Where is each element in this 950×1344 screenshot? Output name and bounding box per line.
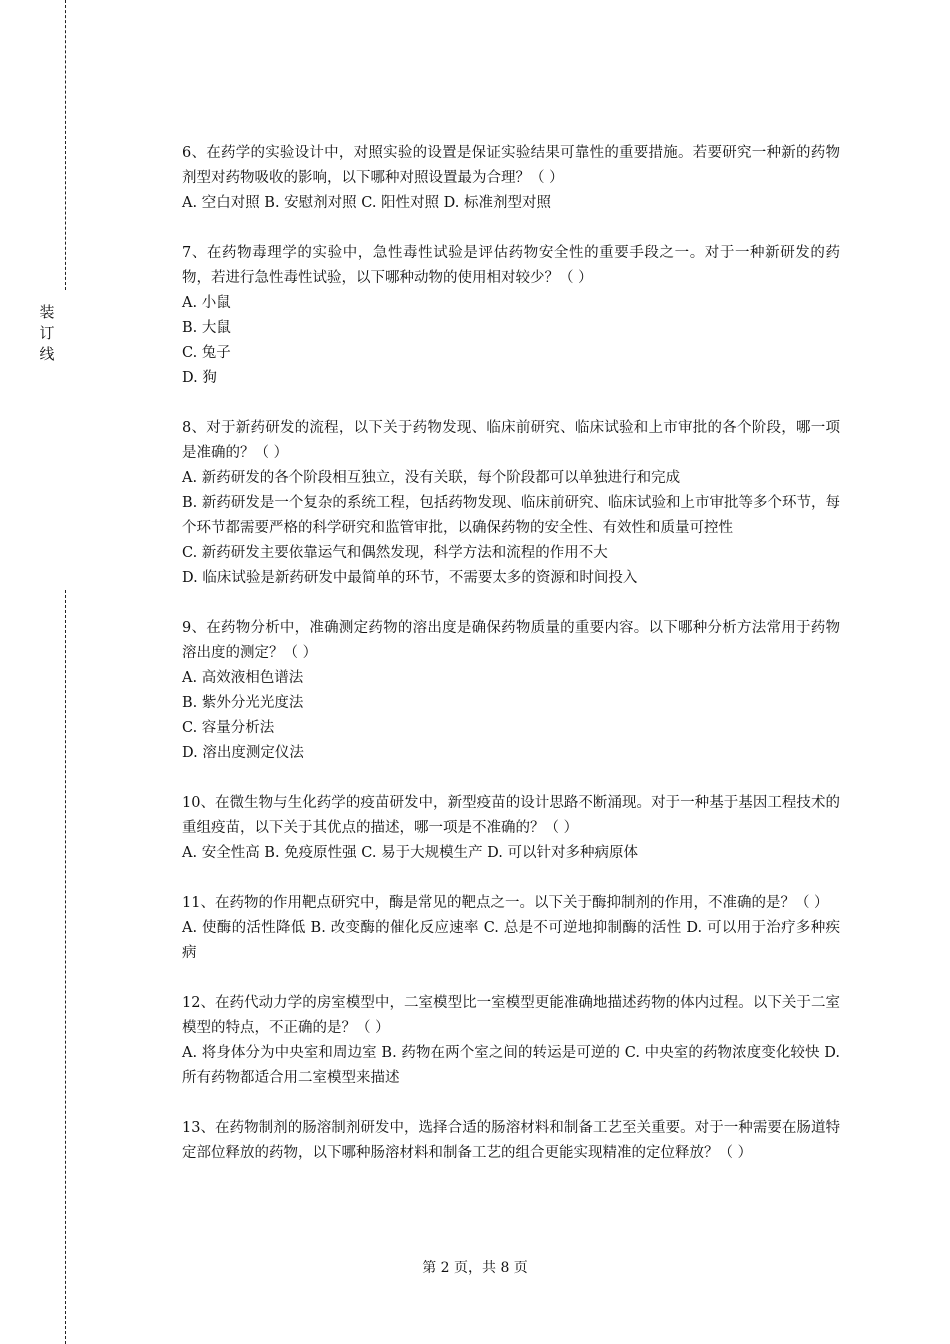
binding-label: 装订线 [39, 303, 55, 363]
question-stem: 6、在药学的实验设计中，对照实验的设置是保证实验结果可靠性的重要措施。若要研究一种新的药物剂型对药物吸收的影响，以下哪种对照设置最为合理？（ ） [182, 145, 840, 186]
option-d: D. 溶出度测定仪法 [182, 745, 304, 761]
question-6 [182, 141, 840, 216]
question-stem: 8、对于新药研发的流程，以下关于药物发现、临床前研究、临床试验和上市审批的各个阶段，哪一项是准确的？（ ） [182, 420, 840, 461]
option-c: C. 容量分析法 [182, 720, 275, 736]
question-13 [182, 1116, 840, 1166]
option-a: A. 高效液相色谱法 [182, 670, 304, 686]
question-10 [182, 791, 840, 866]
option-d: D. 狗 [182, 370, 217, 386]
question-8 [182, 416, 840, 591]
option-b: B. 大鼠 [182, 320, 231, 336]
option-a: A. 小鼠 [182, 295, 231, 311]
question-11 [182, 891, 840, 966]
option-c: C. 新药研发主要依靠运气和偶然发现，科学方法和流程的作用不大 [182, 545, 608, 561]
options-line: A. 安全性高 B. 免疫原性强 C. 易于大规模生产 D. 可以针对多种病原体 [182, 845, 639, 861]
question-stem: 7、在药物毒理学的实验中，急性毒性试验是评估药物安全性的重要手段之一。对于一种新研发的药物，若进行急性毒性试验，以下哪种动物的使用相对较少？（ ） [182, 245, 840, 286]
options-line: A. 使酶的活性降低 B. 改变酶的催化反应速率 C. 总是不可逆地抑制酶的活性 D. 可以用于治疗多种疾病 [182, 920, 840, 961]
question-7 [182, 241, 840, 391]
options-line: A. 空白对照 B. 安慰剂对照 C. 阳性对照 D. 标准剂型对照 [182, 195, 552, 211]
option-c: C. 兔子 [182, 345, 231, 361]
question-list [182, 141, 840, 1191]
option-b: B. 紫外分光光度法 [182, 695, 304, 711]
question-stem: 11、在药物的作用靶点研究中，酶是常见的靶点之一。以下关于酶抑制剂的作用，不准确的是？（ ） [182, 895, 829, 911]
question-stem: 9、在药物分析中，准确测定药物的溶出度是确保药物质量的重要内容。以下哪种分析方法常用于药物溶出度的测定？（ ） [182, 620, 840, 661]
option-a: A. 新药研发的各个阶段相互独立，没有关联，每个阶段都可以单独进行和完成 [182, 470, 681, 486]
option-b: B. 新药研发是一个复杂的系统工程，包括药物发现、临床前研究、临床试验和上市审批等多个环节，每个环节都需要严格的科学研究和监管审批，以确保药物的安全性、有效性和质量可控性 [182, 495, 840, 536]
question-stem: 13、在药物制剂的肠溶制剂研发中，选择合适的肠溶材料和制备工艺至关重要。对于一种需要在肠道特定部位释放的药物，以下哪种肠溶材料和制备工艺的组合更能实现精准的定位释放？（ ） [182, 1120, 840, 1161]
question-stem: 12、在药代动力学的房室模型中，二室模型比一室模型更能准确地描述药物的体内过程。以下关于二室模型的特点，不正确的是？（ ） [182, 995, 840, 1036]
binding-line-bottom [65, 590, 66, 1344]
page-footer: 第 2 页，共 8 页 [422, 1260, 528, 1276]
question-12 [182, 991, 840, 1091]
binding-line-top [65, 0, 66, 290]
options-line: A. 将身体分为中央室和周边室 B. 药物在两个室之间的转运是可逆的 C. 中央室的药物浓度变化较快 D. 所有药物都适合用二室模型来描述 [182, 1045, 840, 1086]
option-d: D. 临床试验是新药研发中最简单的环节，不需要太多的资源和时间投入 [182, 570, 638, 586]
question-9 [182, 616, 840, 766]
question-stem: 10、在微生物与生化药学的疫苗研发中，新型疫苗的设计思路不断涌现。对于一种基于基因工程技术的重组疫苗，以下关于其优点的描述，哪一项是不准确的？（ ） [182, 795, 840, 836]
